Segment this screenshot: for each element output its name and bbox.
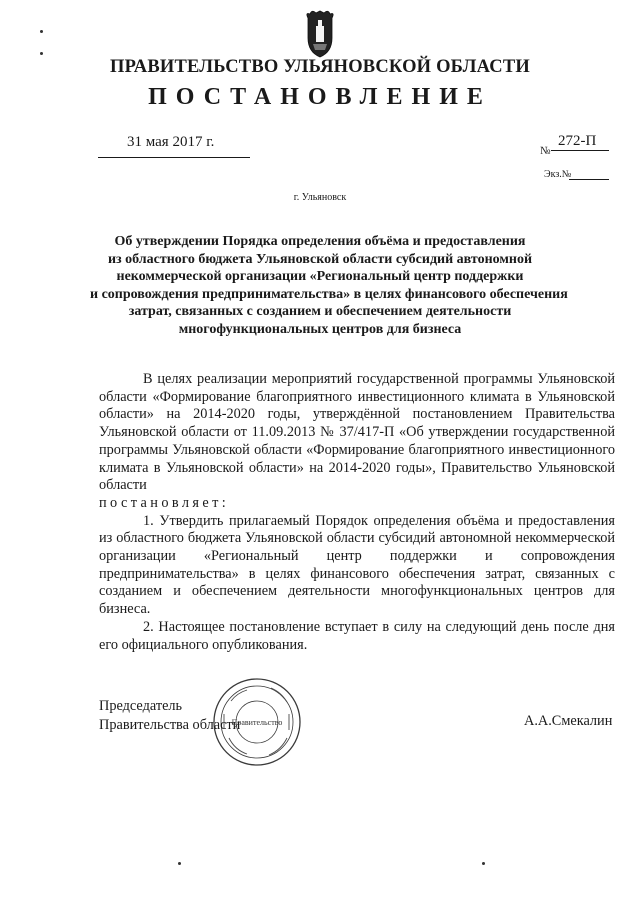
- subject-line: многофункциональных центров для бизнеса: [178, 321, 462, 337]
- signatory-name: А.А.Смекалин: [524, 713, 613, 729]
- document-date: 31 мая 2017 г.: [127, 134, 215, 150]
- copy-number-underline: [569, 179, 609, 180]
- subject-line: затрат, связанных с созданием и обеспечением деятельности: [128, 304, 512, 320]
- document-number: 272-П: [558, 133, 597, 149]
- document-type-heading: ПОСТАНОВЛЕНИЕ: [148, 84, 492, 110]
- scan-mark: [40, 30, 43, 33]
- position-line: Председатель: [99, 698, 183, 714]
- subject-line: из областного бюджета Ульяновской области субсидий автономной: [107, 251, 533, 267]
- subject-line: и сопровождения предпринимательства» в целях финансового обеспечения: [90, 286, 568, 302]
- number-sign: №: [540, 145, 551, 157]
- item-1-paragraph: 1. Утвердить прилагаемый Порядок определения объёма и предоставления из областного бюджета Ульяновской области субсидий автономной некоммерческой организации «Региональный центр поддержки и сопровождения предпринимательства» в целях финансового обеспечения затрат, связанных с созданием и обеспечением деятельности многофункциональных центров для бизнеса.: [99, 512, 615, 618]
- city-label: г. Ульяновск: [293, 192, 347, 203]
- copy-number-label: Экз.№: [544, 169, 572, 180]
- number-underline: [551, 150, 609, 151]
- scan-mark: [40, 52, 43, 55]
- document-subject: [90, 233, 568, 339]
- subject-line: Об утверждении Порядка определения объёма и предоставления: [114, 234, 526, 249]
- scan-mark: [482, 862, 485, 865]
- organization-title: ПРАВИТЕЛЬСТВО УЛЬЯНОВСКОЙ ОБЛАСТИ: [110, 57, 530, 77]
- stamp-text: Правительство: [231, 718, 283, 727]
- scan-mark: [178, 862, 181, 865]
- intro-paragraph: В целях реализации мероприятий государственной программы Ульяновской области «Формирование благоприятного инвестиционного климата в Ульяновской области» на 2014-2020 годы, утверждённой постановлением Правительства Ульяновской области от 11.09.2013 № 37/417-П «Об утверждении государственной программы Ульяновской области «Формирование благоприятного инвестиционного климата в Ульяновской области» на 2014-2020 годы», Правительство Ульяновской области: [99, 371, 615, 494]
- date-underline: [98, 157, 250, 158]
- position-line: Правительства области: [99, 717, 241, 733]
- item-2-paragraph: 2. Настоящее постановление вступает в силу на следующий день после дня его официального опубликования.: [99, 618, 615, 653]
- signatory-position: [99, 697, 240, 735]
- document-body: [99, 371, 615, 654]
- decree-word: постановляет:: [99, 494, 230, 511]
- subject-line: некоммерческой организации «Региональный центр поддержки: [116, 269, 524, 285]
- coat-of-arms-icon: [303, 8, 337, 58]
